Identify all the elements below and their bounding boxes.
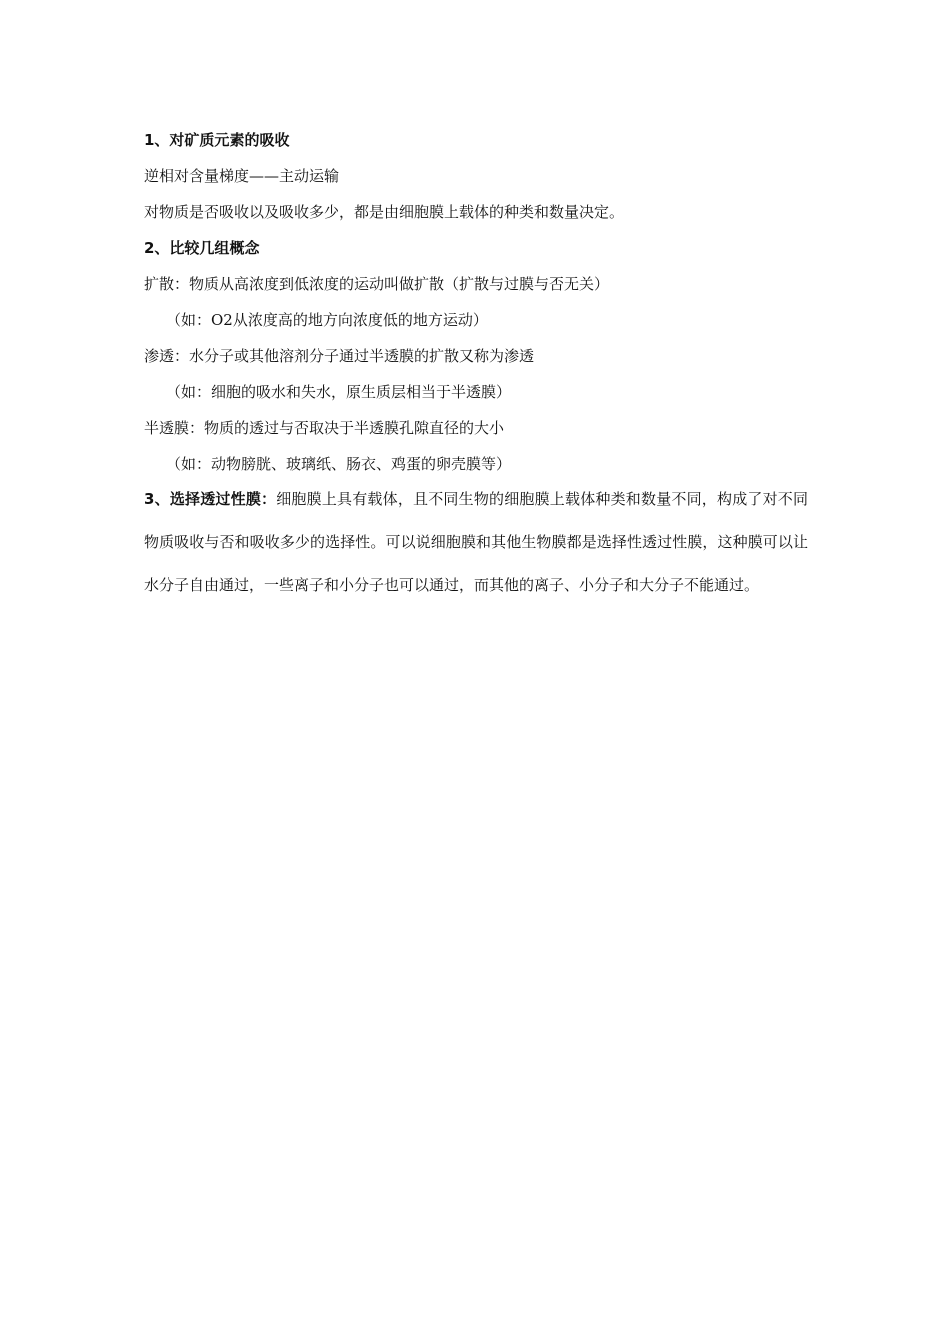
semipermeable-example: （如：动物膀胱、玻璃纸、肠衣、鸡蛋的卵壳膜等）: [166, 455, 512, 473]
osmosis-definition: 渗透：水分子或其他溶剂分子通过半透膜的扩散又称为渗透: [144, 347, 535, 365]
diffusion-definition: 扩散：物质从高浓度到低浓度的运动叫做扩散（扩散与过膜与否无关）: [144, 275, 610, 293]
section3-paragraph: [144, 478, 808, 607]
semipermeable-definition: 半透膜：物质的透过与否取决于半透膜孔隙直径的大小: [144, 419, 505, 437]
osmosis-example: （如：细胞的吸水和失水，原生质层相当于半透膜）: [166, 383, 512, 401]
section2-heading: 2、比较几组概念: [144, 239, 260, 257]
section1-line1: 逆相对含量梯度——主动运输: [144, 167, 340, 185]
section3-body: 细胞膜上具有载体，且不同生物的细胞膜上载体种类和数量不同，构成了对不同物质吸收与否和吸收多少的选择性。可以说细胞膜和其他生物膜都是选择性透过性膜，这种膜可以让水分子自由通过，一些离子和小分子也可以通过，而其他的离子、小分子和大分子不能通过。: [144, 490, 808, 594]
section1-heading: 1、对矿质元素的吸收: [144, 131, 290, 149]
section1-line2: 对物质是否吸收以及吸收多少，都是由细胞膜上载体的种类和数量决定。: [144, 203, 625, 221]
section3-lead: 3、选择透过性膜：: [144, 490, 277, 508]
diffusion-example: （如：O2从浓度高的地方向浓度低的地方运动）: [166, 311, 488, 329]
document-page: [144, 122, 808, 607]
